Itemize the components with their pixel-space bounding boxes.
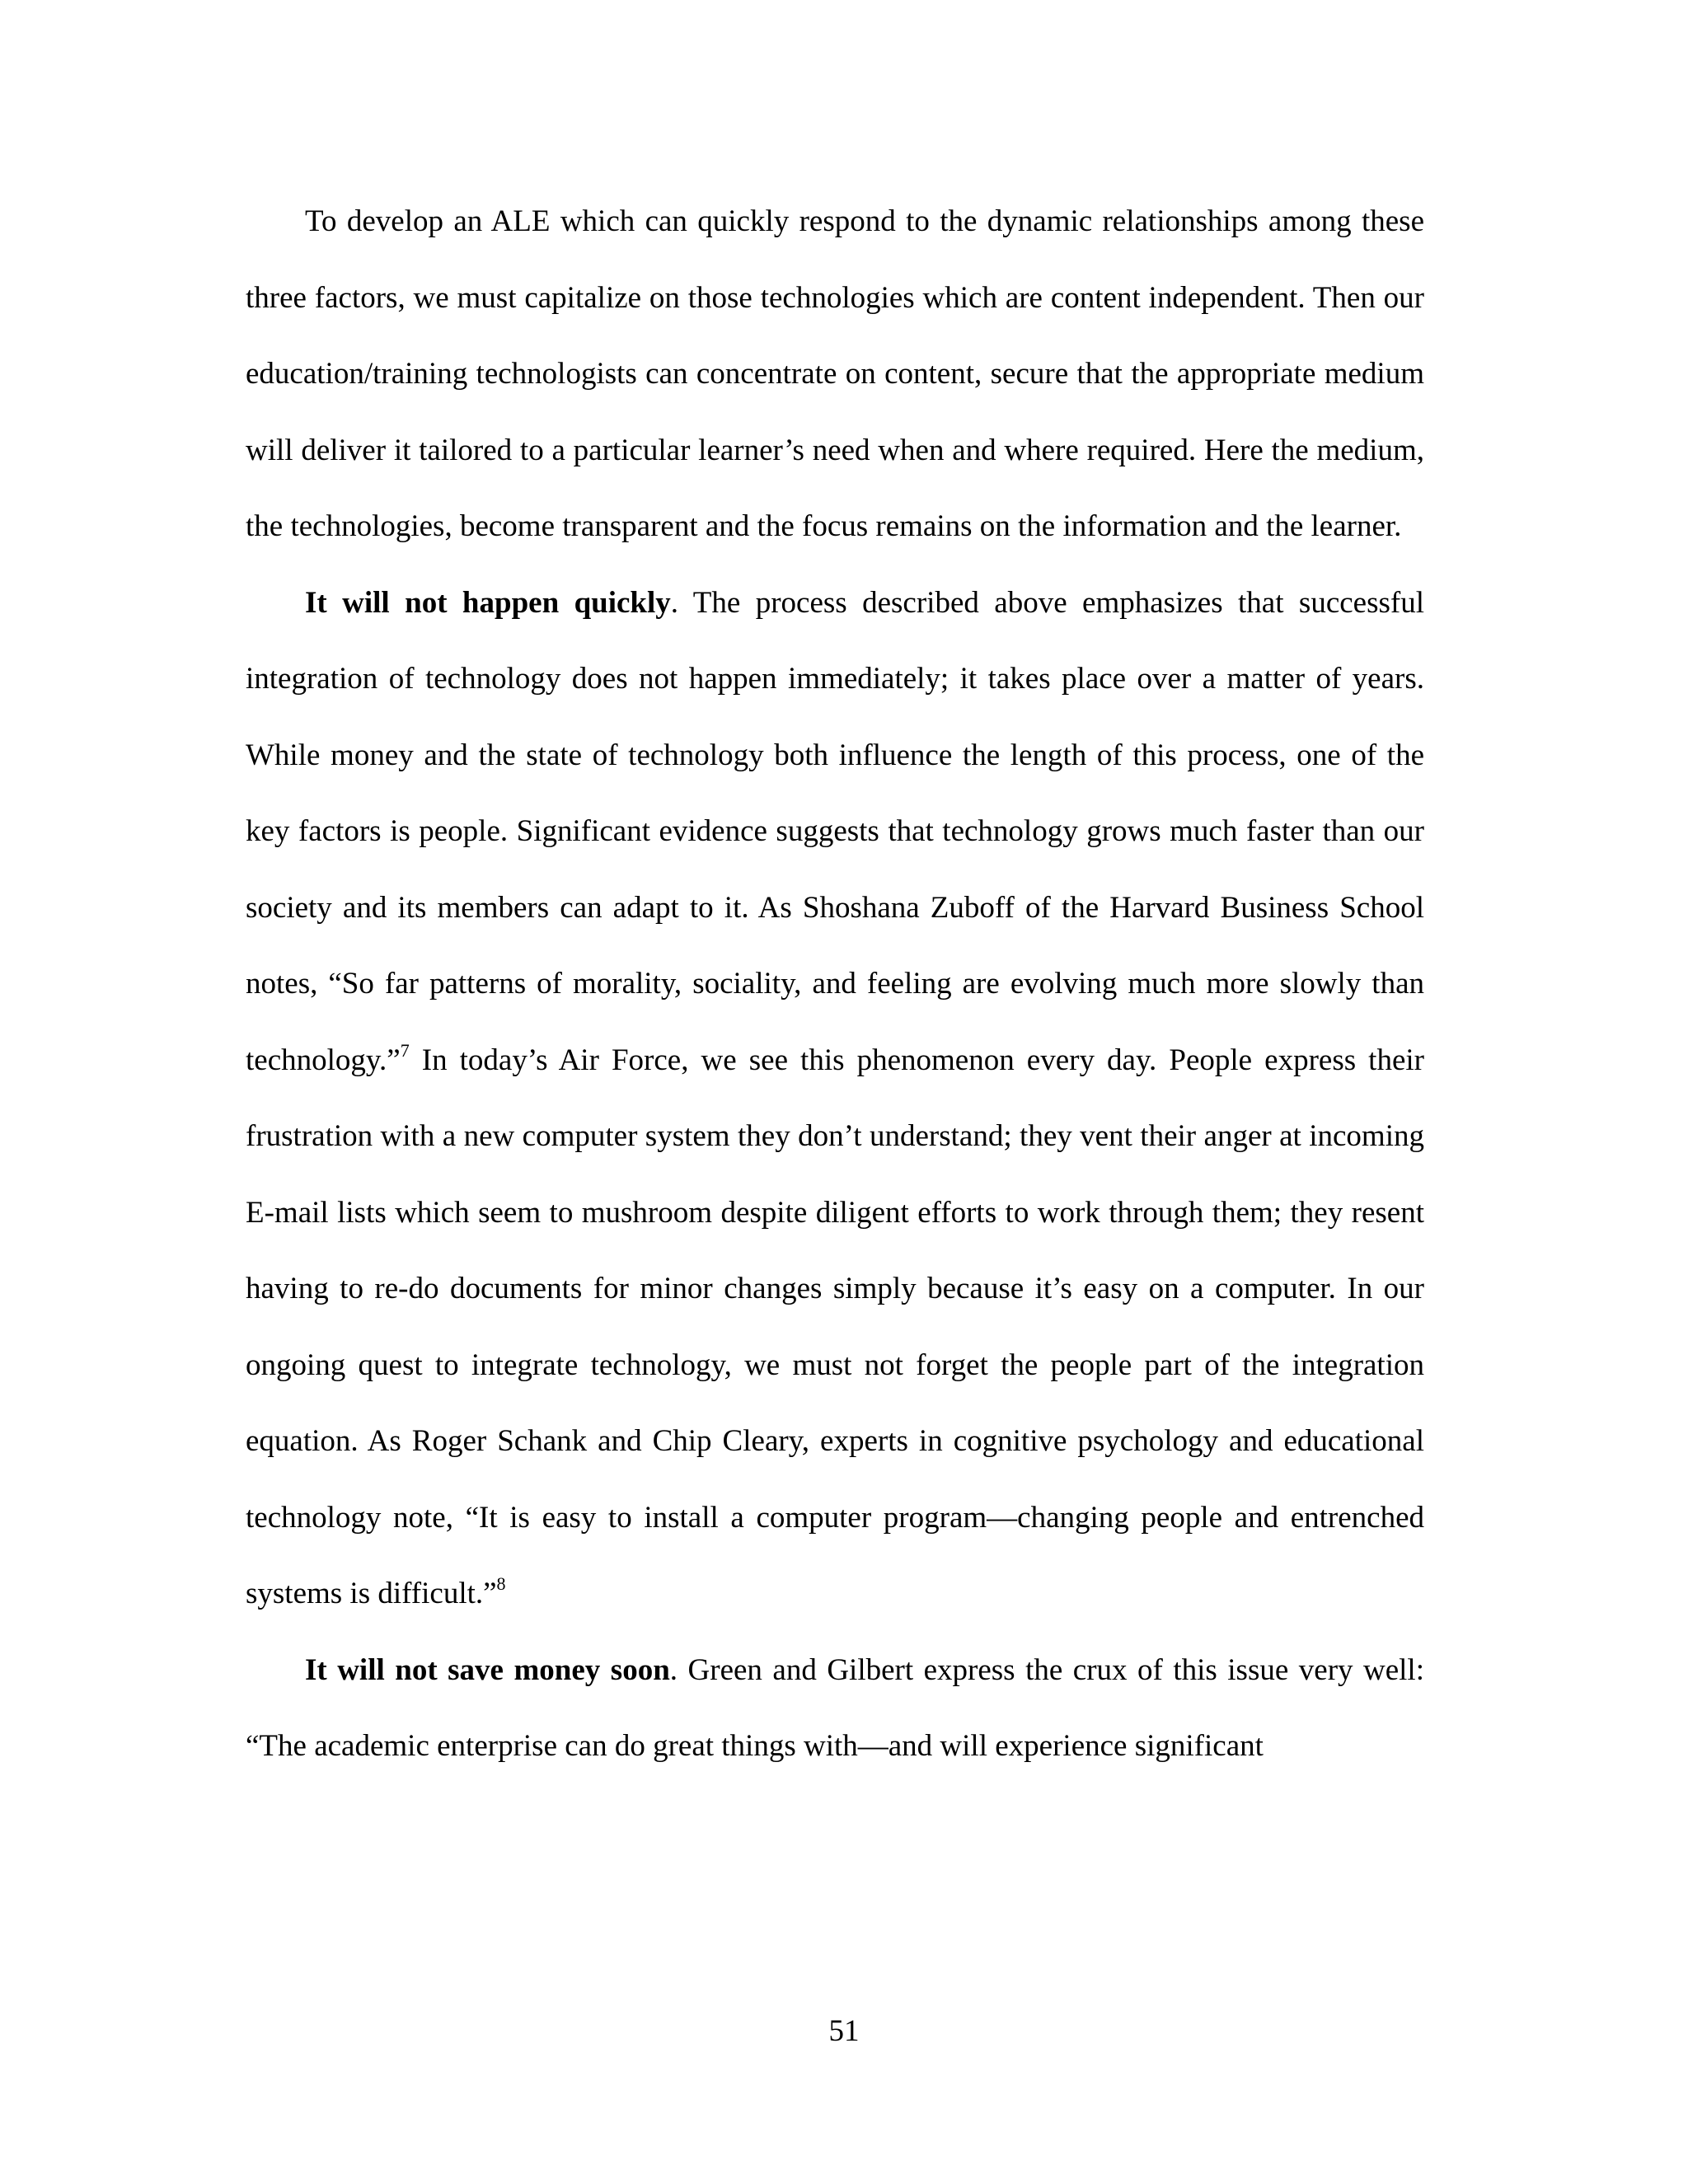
- paragraph-text: To develop an ALE which can quickly respond to the dynamic relationships among these three factors, we must capitalize on those technologies which are content independent. Then our education/training technologists can concentrate on content, secure that the appropriate medium will deliver it tailored to a particular learner’s need when and where required. Here the medium, the technologies, become transparent and the focus remains on the information and the learner.: [246, 204, 1424, 543]
- paragraph-lead-heading: It will not save money soon: [305, 1652, 670, 1687]
- paragraph-text: . Green and Gilbert express the crux of this issue very well: “The academic enterprise can do great things with—and will experience significant: [246, 1652, 1424, 1763]
- paragraph-text: In today’s Air Force, we see this phenomenon every day. People express their frustration with a new computer system they don’t understand; they vent their anger at incoming E-mail lists which seem to mushroom despite diligent efforts to work through them; they resent having to re-do documents for minor changes simply because it’s easy on a computer. In our ongoing quest to integrate technology, we must not forget the people part of the integration equation. As Roger Schank and Chip Cleary, experts in cognitive psychology and educational technology note, “It is easy to install a computer program—changing people and entrenched systems is difficult.”: [246, 1043, 1424, 1610]
- paragraph-not-happen-quickly: [246, 565, 1424, 1633]
- footnote-reference: 7: [400, 1039, 410, 1061]
- paragraph-not-save-money: [246, 1633, 1424, 1785]
- page-number: 51: [828, 2014, 860, 2048]
- paragraph-lead-heading: It will not happen quickly: [305, 585, 671, 620]
- footnote-reference: 8: [496, 1573, 506, 1594]
- paragraph-ale-content-independent: [246, 184, 1424, 565]
- paragraph-text: . The process described above emphasizes that successful integration of technology does not happen immediately; it takes place over a matter of years. While money and the state of technology both influence the length of this process, one of the key factors is people. Significant evidence suggests that technology grows much faster than our society and its members can adapt to it. As Shoshana Zuboff of the Harvard Business School notes, “So far patterns of morality, sociality, and feeling are evolving much more slowly than technology.”: [246, 585, 1424, 1077]
- body-text: [246, 184, 1424, 1785]
